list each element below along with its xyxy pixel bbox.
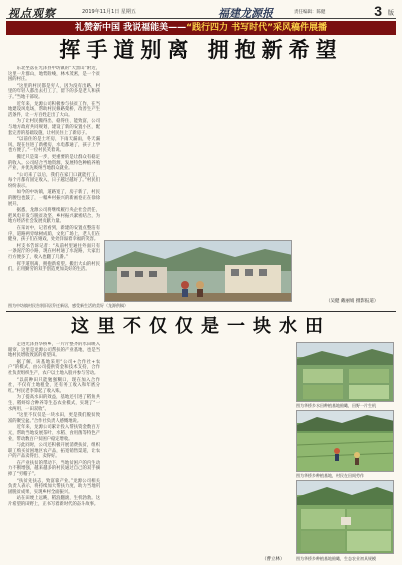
banner-highlight: “践行四力 书写时代”采风稿件展播 — [186, 23, 328, 33]
article2-column-2 — [104, 342, 196, 560]
article2-paragraph: “以前种田只能勉强糊口，现在加入合作社，不仅有土地租金，还有务工收入和年底分红。”村民老李算起了收入账。 — [8, 377, 100, 394]
article1-paragraph: 在采访中，记者看到，新建的安置点整洁有序，道路两旁绿树成荫，文化广场上，老人们在健身，孩子们在嬉戏，处处洋溢着幸福的笑容。 — [8, 226, 100, 243]
editor-line: 责任编辑：陈健 — [294, 10, 326, 15]
article2-photo-3 — [296, 480, 394, 554]
article1-paragraph: 为了让村民搬得出、稳得住、能致富，公司与地方政府共同规划，建设了新的安置小区，配套完善的基础设施，让村民住上了新房子。 — [8, 119, 100, 136]
article2-byline: （曹立林） — [262, 557, 285, 562]
banner-lead: 礼赞新中国 我说福能美—— — [74, 23, 187, 33]
page-header — [6, 5, 396, 19]
article2-paragraph: 为了提高水田的效益，基地还引进了稻鱼共生、稻虾综合种养等生态农业模式，实现了“一水两用、一田双收”。 — [8, 395, 100, 412]
article2-photo-1-caption: 图为华桥乡水田种植基地俯瞰，田野一片生机 — [296, 403, 376, 408]
article1-paragraph: 近年来，龙源公司积极参与扶贫工作，在当地建设风电场，帮助村民修路架桥，改善生产生活条件，让一方百姓走出了大山。 — [8, 101, 100, 118]
article2-photo-2 — [296, 410, 394, 472]
article2-paragraph: “扶贫先扶志，致富靠产业。”龙源公司相关负责人表示，将持续加大帮扶力度，助力当地巩固脱贫成果，实现乡村全面振兴。 — [8, 478, 100, 495]
article1-paragraph: “这里的村民都是穷人，因为没有出路，村里的年轻人都出去打工了，留下的多是老人和孩子。”当地干部说。 — [8, 83, 100, 100]
article2-headline: 这里不仅仅是一块水田 — [71, 316, 331, 337]
section-divider — [6, 311, 396, 312]
article1-column-3 — [200, 66, 292, 246]
article2-paragraph: 近年来，龙源公司累计投入帮扶资金数百万元，帮助当地发展茶叶、水稻、食用菌等特色产业，带动数百户贫困户稳定增收。 — [8, 425, 100, 442]
page-number-label: 版 — [387, 10, 394, 17]
article1-column-2 — [104, 66, 196, 238]
article2-photo-2-image — [297, 411, 394, 472]
article1-paragraph: “以前住的是土坯房，下雨天漏雨，冬天漏风，现在住进了新楼房，水电都通了，孩子上学也方便了。”一位村民笑着说。 — [8, 137, 100, 154]
article1-paragraph: 挥手道别离，拥抱新希望。搬出大山的村民们，正用勤劳的双手创造更加美好的生活。 — [8, 261, 100, 273]
article2-paragraph: 据了解，该基地采用“公司+合作社+农户”的模式，由公司提供资金和技术支持，合作社负责组织生产，农户以土地入股并参与劳动。 — [8, 359, 100, 376]
article1-column-4 — [296, 66, 394, 288]
article1-paragraph: “公司来了以后，我们在家门口就能打工，每个月都有固定收入，日子越过越好了。”村民们纷纷表示。 — [8, 172, 100, 189]
article2-paragraph: 在产业扶贫的带动下，当地贫困户的内生动力不断增强，越来越多的村民通过自己的双手摘掉了“穷帽子”。 — [8, 460, 100, 478]
article1-paragraph: 据悉，龙源公司将继续履行央企社会责任，把风电开发与脱贫攻坚、乡村振兴紧密结合，为地方经济社会发展贡献力量。 — [8, 208, 100, 225]
issue-date: 2019年11月1日 星期五 — [82, 9, 136, 15]
article2-paragraph: 走进光泽县华桥乡，一片片整齐的水田映入眼帘。这里是龙源公司帮扶的产业基地，也是当地村民增收致富的希望田。 — [8, 342, 100, 359]
newspaper-name: 福建龙源报 — [218, 7, 273, 20]
column-name: 视点观察 — [8, 7, 56, 20]
article2-paragraph: 与此同时，公司还积极开展消费扶贫，组织职工购买贫困地区农产品，拓宽销售渠道，让农户的产品卖得出、卖得好。 — [8, 443, 100, 460]
article1-column-1 — [8, 66, 100, 298]
article2-paragraph: “这里不仅仅是一块水田，更是我们脱贫致富的聚宝盆。”合作社负责人感慨地说。 — [8, 413, 100, 424]
article1-headline: 挥手道别离 拥抱新希望 — [59, 37, 343, 62]
article1-photo-image — [105, 241, 292, 302]
article2-photo-3-image — [297, 481, 394, 554]
page-number: 3 — [374, 3, 382, 19]
feature-banner — [6, 21, 396, 35]
article2-paragraph: 站在田埂上远眺，稻浪翻滚，生机勃勃。这片希望的田野上，正书写着新时代的奋斗故事。 — [8, 496, 100, 508]
article2-photo-3-caption: 图为华桥乡种植基地俯瞰，生态农业初具规模 — [296, 556, 376, 561]
article2-photo-2-caption: 图为华桥乡种植基地，村民在田间劳作 — [296, 473, 364, 478]
article2-column-1 — [8, 342, 100, 560]
article2-photo-1-image — [297, 343, 394, 402]
article1-paragraph: 东北坐落在光泽县中坊镇的“大黑山”附近，这里一片群山，地势险峻，林木茂密，是一个贫困的村庄。 — [8, 66, 100, 83]
article1-paragraph: 村支书告诉记者：“从前村里通往外面只有一条泥泞的小路，现在村村通了水泥路，大家出行方便多了，收入也翻了几番。” — [8, 243, 100, 260]
article2-column-3 — [200, 342, 292, 560]
article1-photo — [104, 240, 292, 302]
article1-photo-caption: 图为中坊镇村民告别旧居乔迁新居，感受新生活的美好（龙源供稿） — [8, 303, 128, 308]
article1-paragraph: 如今的中坊镇，道路宽了，房子新了，村民的腰包也鼓了，一幅乡村振兴的新画卷正在徐徐展开。 — [8, 190, 100, 207]
article1-paragraph: 搬迁只是第一步，更重要的是让群众有稳定的收入。公司结合当地资源，发展特色种植养殖产业，并优先吸纳当地群众就业。 — [8, 154, 100, 172]
article2-photo-1 — [296, 342, 394, 402]
article1-byline: （吴健 戴丽娟 摄影报道） — [326, 299, 379, 304]
